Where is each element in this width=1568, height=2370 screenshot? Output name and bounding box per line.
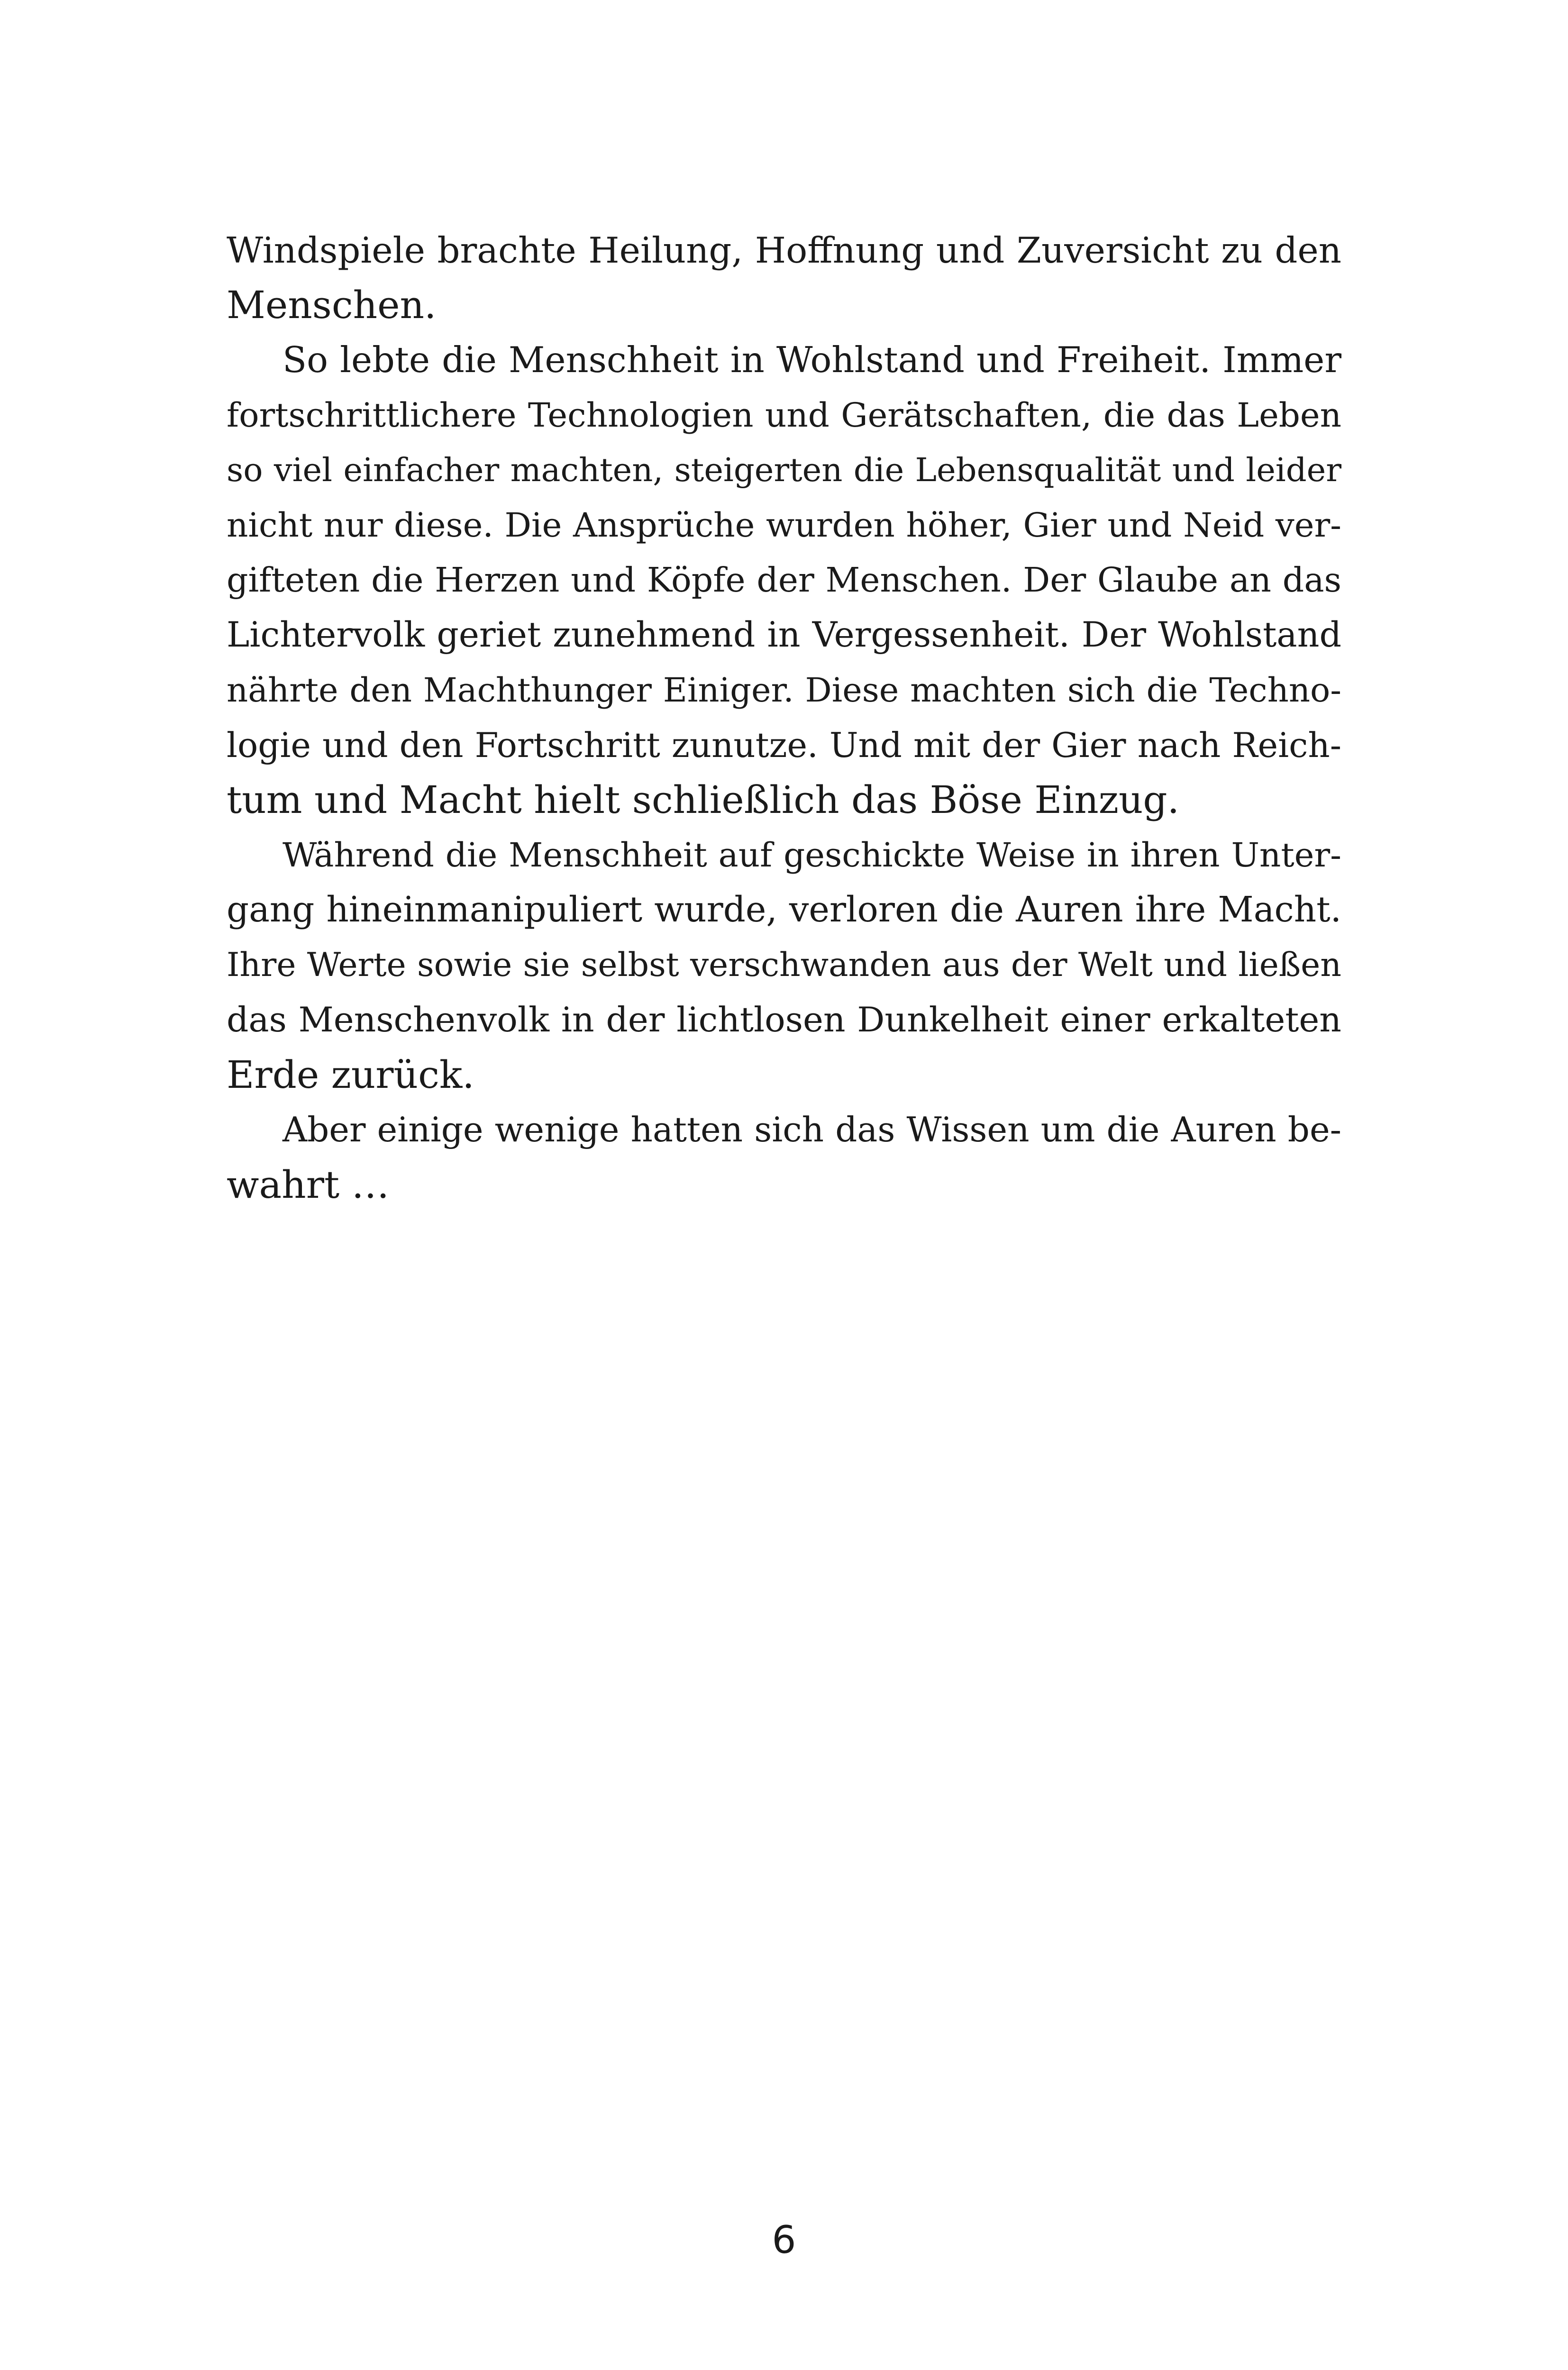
text-line: Menschen. — [227, 283, 437, 327]
text-line: wahrt … — [227, 1163, 390, 1207]
text-line: Erde zurück. — [227, 1053, 474, 1097]
text-line: gifteten die Herzen und Köpfe der Menschen. Der Glaube an das — [227, 560, 1341, 600]
text-line: das Menschenvolk in der lichtlosen Dunkelheit einer erkalteten — [227, 1000, 1341, 1040]
text-line: So lebte die Menschheit in Wohlstand und Freiheit. Immer — [283, 339, 1341, 381]
body-text — [227, 223, 1341, 1212]
text-line: logie und den Fortschritt zunutze. Und mit der Gier nach Reich- — [227, 725, 1341, 765]
text-line: Während die Menschheit auf geschickte Weise in ihren Unter- — [283, 836, 1341, 875]
text-line: Lichtervolk geriet zunehmend in Vergessenheit. Der Wohlstand — [227, 615, 1341, 655]
page-number: 6 — [772, 2218, 796, 2262]
text-line: Aber einige wenige hatten sich das Wissen um die Auren be- — [283, 1110, 1341, 1150]
text-line: tum und Macht hielt schließlich das Böse Einzug. — [227, 778, 1180, 822]
text-line: nährte den Machthunger Einiger. Diese machten sich die Techno- — [227, 671, 1341, 710]
text-line: fortschrittlichere Technologien und Gerätschaften, die das Leben — [227, 396, 1341, 435]
text-line: Windspiele brachte Heilung, Hoffnung und Zuversicht zu den — [227, 229, 1341, 271]
text-line: Ihre Werte sowie sie selbst verschwanden aus der Welt und ließen — [227, 946, 1341, 984]
text-line: nicht nur diese. Die Ansprüche wurden höher, Gier und Neid ver- — [227, 506, 1341, 545]
text-line: gang hineinmanipuliert wurde, verloren die Auren ihre Macht. — [227, 890, 1341, 930]
text-line: so viel einfacher machten, steigerten die Lebensqualität und leider — [227, 451, 1341, 489]
